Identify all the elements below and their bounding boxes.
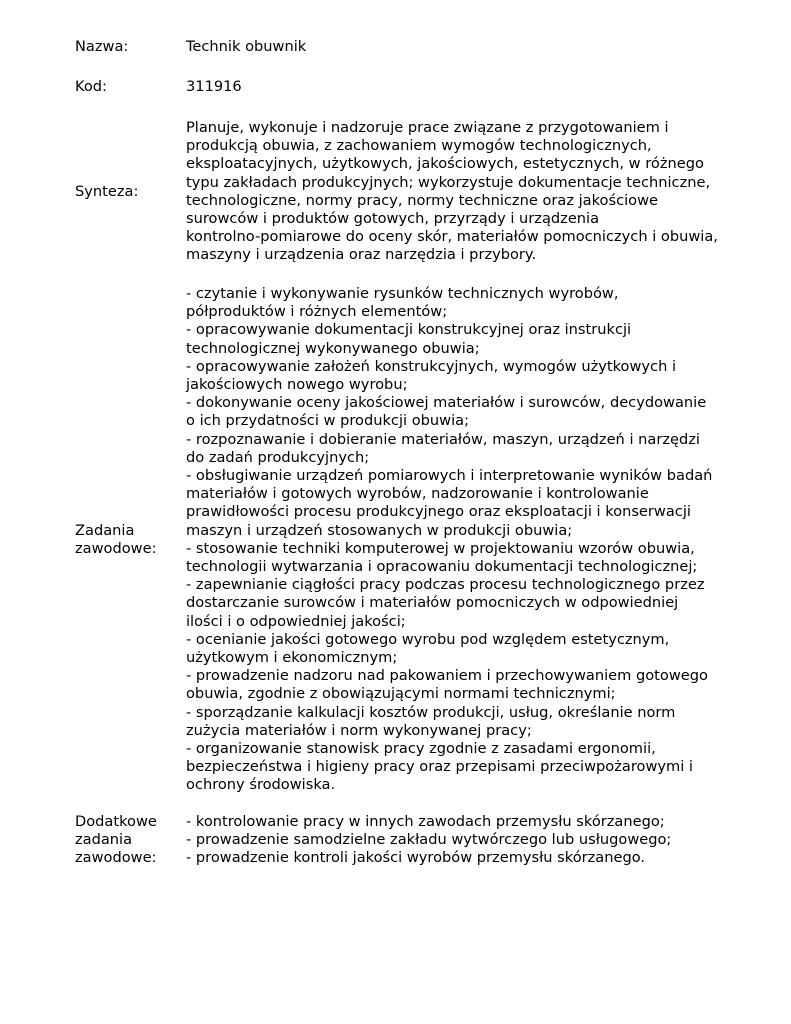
synthesis-row — [75, 119, 765, 265]
name-label: Nazwa: — [75, 38, 129, 55]
tasks-list: - czytanie i wykonywanie rysunków technicznych wyrobów, półproduktów i różnych elementów; - opracowywanie dokumentacji konstrukcyjnej oraz instrukcji technologicznej wykonywanego obuwia; - opracowywanie założeń konstrukcyjnych, wymogów użytkowych i jakościowych nowego wyrobu; - dokonywanie oceny jakościowej materiałów i surowców, decydowanie o ich przydatności w produkcji obuwia; - rozpoznawanie i dobieranie materiałów, maszyn, urządzeń i narzędzi do zadań produkcyjnych; - obsługiwanie urządzeń pomiarowych i interpretowanie wyników badań materiałów i gotowych wyrobów, nadzorowanie i kontrolowanie prawidłowości procesu produkcyjnego oraz eksploatacji i konserwacji maszyn i urządzeń stosowanych w produkcji obuwia; - stosowanie techniki komputerowej w projektowaniu wzorów obuwia, technologii wytwarzania i opracowaniu dokumentacji technologicznej; - zapewnianie ciągłości pracy podczas procesu technologicznego przez dostarczanie surowców i materiałów pomocniczych w odpowiedniej ilości i o odpowiedniej jakości; - ocenianie jakości gotowego wyrobu pod względem estetycznym, użytkowym i ekonomicznym; - prowadzenie nadzoru nad pakowaniem i przechowywaniem gotowego obuwia, zgodnie z obowiązującymi normami technicznymi; - sporządzanie kalkulacji kosztów produkcji, usług, określanie norm zużycia materiałów i norm wykonywanej pracy; - organizowanie stanowisk pracy zgodnie z zasadami ergonomii, bezpieczeństwa i higieny pracy oraz przepisami przeciwpożarowymi i ochrony środowiska. — [186, 285, 713, 794]
synthesis-label: Synteza: — [75, 182, 139, 200]
additional-tasks-row — [75, 813, 765, 868]
name-row — [75, 38, 765, 56]
tasks-label: Zadania zawodowe: — [75, 521, 157, 557]
code-row — [75, 78, 765, 96]
tasks-row — [75, 285, 765, 795]
additional-tasks-label: Dodatkowe zadania zawodowe: — [75, 813, 157, 867]
additional-tasks-list: - kontrolowanie pracy w innych zawodach przemysłu skórzanego; - prowadzenie samodzielne zakładu wytwórczego lub usługowego; - prowadzenie kontroli jakości wyrobów przemysłu skórzanego. — [186, 813, 672, 867]
name-value: Technik obuwnik — [186, 38, 307, 55]
code-label: Kod: — [75, 78, 107, 95]
code-value: 311916 — [186, 78, 242, 95]
synthesis-text: Planuje, wykonuje i nadzoruje prace związane z przygotowaniem i produkcją obuwia, z zachowaniem wymogów technologicznych, eksploatacyjnych, użytkowych, jakościowych, estetycznych, w różnego typu zakładach produkcyjnych; wykorzystuje dokumentacje techniczne, technologiczne, normy pracy, normy techniczne oraz jakościowe surowców i produktów gotowych, przyrządy i urządzenia kontrolno-pomiarowe do oceny skór, materiałów pomocniczych i obuwia, maszyny i urządzenia oraz narzędzia i przybory. — [186, 119, 718, 264]
